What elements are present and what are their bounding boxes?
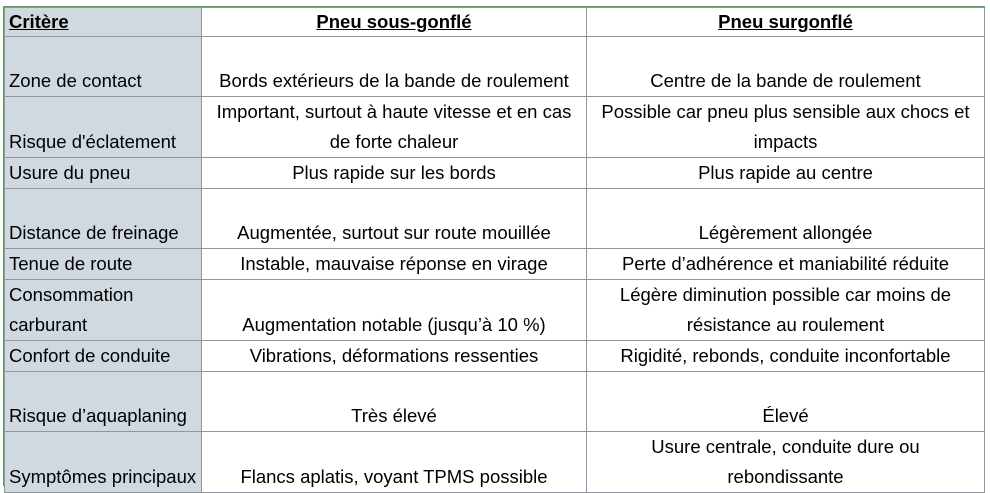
criterion-cell: Symptômes principaux xyxy=(5,432,202,493)
table-row xyxy=(5,97,985,158)
table-row xyxy=(5,372,985,432)
header-overinflated: Pneu surgonflé xyxy=(587,8,985,37)
criterion-cell: Distance de freinage xyxy=(5,189,202,249)
overinflated-cell: Plus rapide au centre xyxy=(587,158,985,189)
underinflated-cell: Flancs aplatis, voyant TPMS possible xyxy=(202,432,587,493)
underinflated-cell: Augmentée, surtout sur route mouillée xyxy=(202,189,587,249)
overinflated-cell: Centre de la bande de roulement xyxy=(587,37,985,97)
overinflated-cell: Rigidité, rebonds, conduite inconfortable xyxy=(587,341,985,372)
underinflated-cell: Augmentation notable (jusqu’à 10 %) xyxy=(202,280,587,341)
overinflated-cell: Usure centrale, conduite dure ou rebondissante xyxy=(587,432,985,493)
table-row xyxy=(5,341,985,372)
table-row xyxy=(5,158,985,189)
table-row xyxy=(5,249,985,280)
table-row xyxy=(5,37,985,97)
header-criterion: Critère xyxy=(5,8,202,37)
underinflated-cell: Important, surtout à haute vitesse et en cas de forte chaleur xyxy=(202,97,587,158)
underinflated-cell: Vibrations, déformations ressenties xyxy=(202,341,587,372)
underinflated-cell: Très élevé xyxy=(202,372,587,432)
overinflated-cell: Possible car pneu plus sensible aux chocs et impacts xyxy=(587,97,985,158)
table-row xyxy=(5,432,985,493)
table-row xyxy=(5,189,985,249)
overinflated-cell: Légère diminution possible car moins de résistance au roulement xyxy=(587,280,985,341)
comparison-table xyxy=(4,7,985,493)
underinflated-cell: Bords extérieurs de la bande de roulement xyxy=(202,37,587,97)
table-row xyxy=(5,280,985,341)
criterion-cell: Zone de contact xyxy=(5,37,202,97)
overinflated-cell: Légèrement allongée xyxy=(587,189,985,249)
criterion-cell: Risque d'éclatement xyxy=(5,97,202,158)
header-row xyxy=(5,8,985,37)
criterion-cell: Risque d’aquaplaning xyxy=(5,372,202,432)
header-underinflated: Pneu sous-gonflé xyxy=(202,8,587,37)
underinflated-cell: Instable, mauvaise réponse en virage xyxy=(202,249,587,280)
criterion-cell: Usure du pneu xyxy=(5,158,202,189)
criterion-cell: Consommation carburant xyxy=(5,280,202,341)
criterion-cell: Tenue de route xyxy=(5,249,202,280)
criterion-cell: Confort de conduite xyxy=(5,341,202,372)
overinflated-cell: Perte d’adhérence et maniabilité réduite xyxy=(587,249,985,280)
underinflated-cell: Plus rapide sur les bords xyxy=(202,158,587,189)
overinflated-cell: Élevé xyxy=(587,372,985,432)
